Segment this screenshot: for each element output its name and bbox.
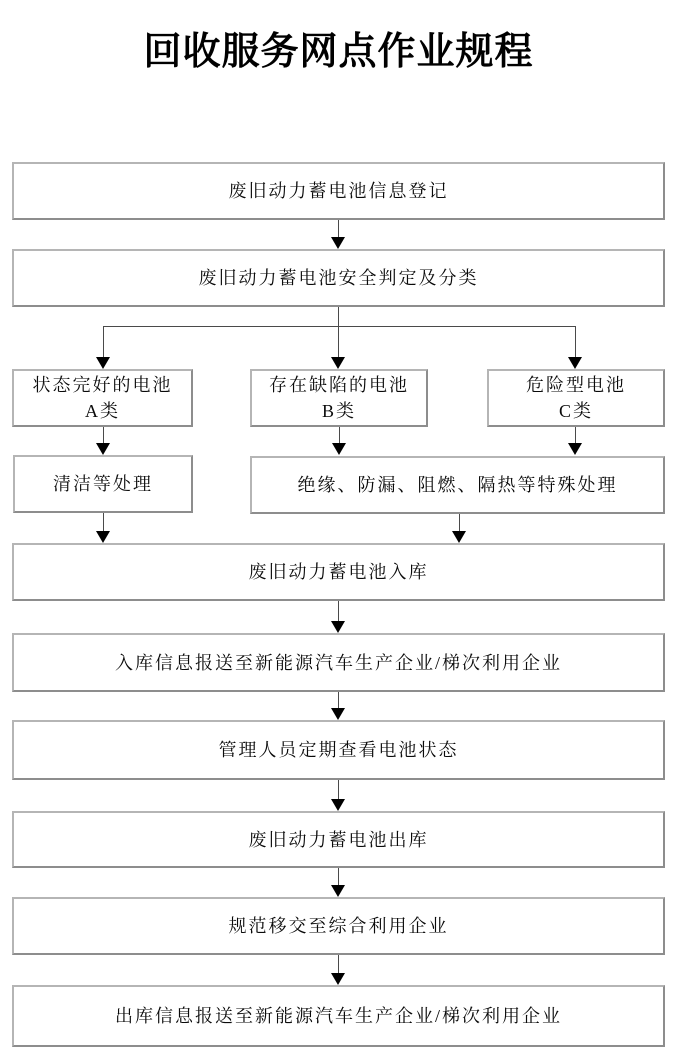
node-label-line1: 状态完好的电池 <box>32 375 173 395</box>
node-label: 废旧动力蓄电池入库 <box>248 562 429 582</box>
connector-clean-storagein <box>103 513 104 531</box>
arrow-down-icon <box>331 621 345 633</box>
node-label: 管理人员定期查看电池状态 <box>218 740 459 760</box>
arrow-down-icon <box>331 885 345 897</box>
connector-c-special <box>575 427 576 443</box>
node-inbound-report <box>12 633 665 692</box>
node-special-treatment <box>250 456 665 514</box>
node-label-line2: B类 <box>321 401 356 421</box>
connector-branch-rail <box>103 326 576 327</box>
node-label: 废旧动力蓄电池出库 <box>248 829 429 850</box>
node-warehouse-in <box>12 543 665 601</box>
node-label-line2: C类 <box>558 401 593 421</box>
node-cleaning-treatment <box>13 455 193 513</box>
node-label-line1: 存在缺陷的电池 <box>269 375 409 395</box>
node-transfer-to-recycler <box>12 897 665 955</box>
arrow-down-icon <box>331 973 345 985</box>
node-label: 清洁等处理 <box>53 474 153 494</box>
node-periodic-check <box>12 720 665 780</box>
page-title: 回收服务网点作业规程 <box>143 31 534 73</box>
connector-branch-c <box>575 326 576 357</box>
arrow-down-icon <box>331 357 345 369</box>
node-label-line2: A类 <box>85 401 120 421</box>
arrow-down-icon <box>331 799 345 811</box>
connector-b-special <box>339 427 340 443</box>
arrow-down-icon <box>331 237 345 249</box>
node-outbound-report <box>12 985 665 1047</box>
node-warehouse-out <box>12 811 665 868</box>
connector-a-clean <box>103 427 104 443</box>
connector-classify-stem <box>338 307 339 326</box>
arrow-down-icon <box>96 357 110 369</box>
connector-register-classify <box>338 220 339 237</box>
node-safety-classification <box>12 249 665 307</box>
arrow-down-icon <box>452 531 466 543</box>
arrow-down-icon <box>568 443 582 455</box>
arrow-down-icon <box>96 443 110 455</box>
node-label-line1: 危险型电池 <box>526 375 626 395</box>
connector-branch-a <box>103 326 104 357</box>
arrow-down-icon <box>332 443 346 455</box>
arrow-down-icon <box>331 708 345 720</box>
arrow-down-icon <box>568 357 582 369</box>
node-label: 废旧动力蓄电池安全判定及分类 <box>198 268 479 288</box>
connector-reportin-inspect <box>338 692 339 708</box>
node-label: 绝缘、防漏、阻燃、隔热等特殊处理 <box>297 475 618 495</box>
node-info-registration <box>12 162 665 220</box>
node-battery-type-b <box>250 369 428 427</box>
connector-transfer-reportout <box>338 955 339 973</box>
node-label: 规范移交至综合利用企业 <box>228 916 449 936</box>
connector-special-storagein <box>459 514 460 531</box>
connector-branch-b <box>338 326 339 357</box>
node-label: 出库信息报送至新能源汽车生产企业/梯次利用企业 <box>115 1006 562 1026</box>
arrow-down-icon <box>96 531 110 543</box>
node-label: 入库信息报送至新能源汽车生产企业/梯次利用企业 <box>115 652 562 673</box>
connector-storagein-reportin <box>338 601 339 621</box>
node-label: 废旧动力蓄电池信息登记 <box>228 181 449 201</box>
connector-inspect-storageout <box>338 780 339 799</box>
node-battery-type-c <box>487 369 665 427</box>
connector-storageout-transfer <box>338 868 339 885</box>
node-battery-type-a <box>12 369 193 427</box>
